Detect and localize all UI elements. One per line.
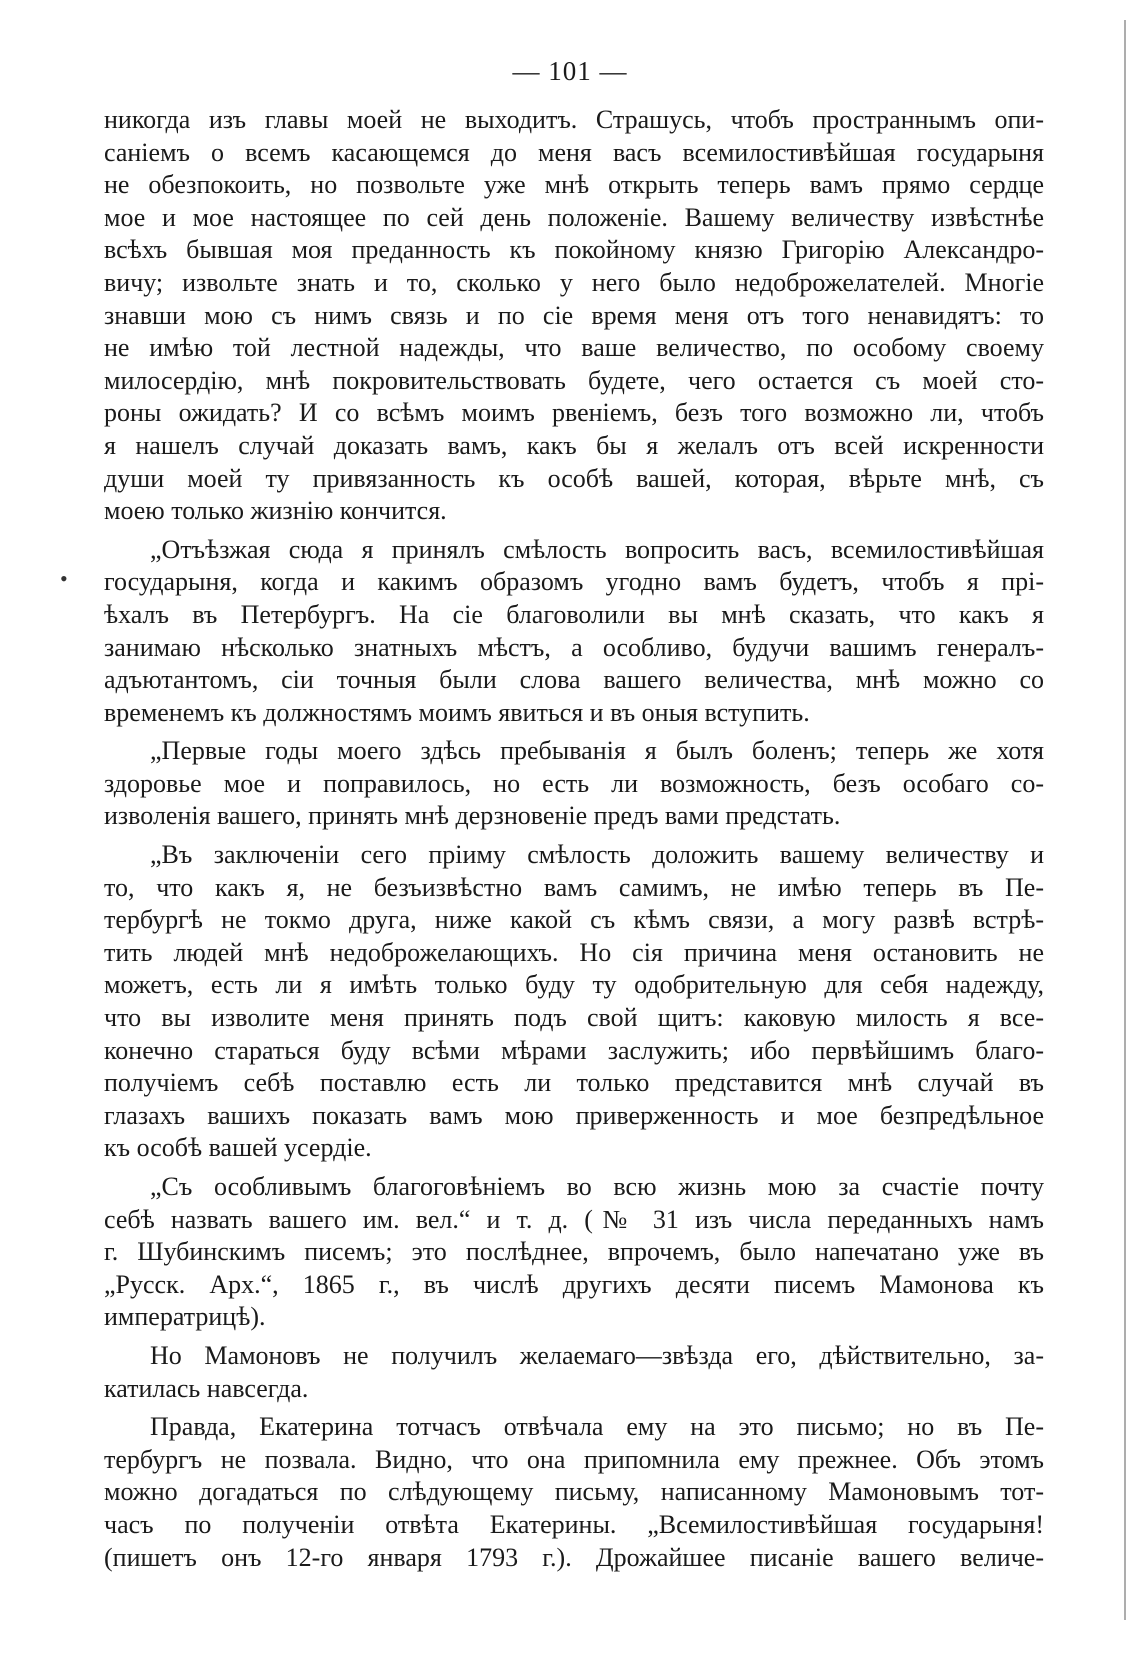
text-line: мое и мое настоящее по сей день положеніе. Вашему величеству извѣстнѣе	[104, 202, 1044, 232]
text-line: роны ожидать? И со всѣмъ моимъ рвеніемъ, безъ того возможно ли, чтобъ	[104, 398, 1044, 428]
body-text	[104, 104, 1044, 1574]
text-line: всѣхъ бывшая моя преданность къ покойному князю Григорію Александро-	[104, 235, 1044, 265]
text-line: не имѣю той лестной надежды, что ваше величество, по особому своему	[104, 333, 1044, 363]
text-line: (пишетъ онъ 12-го января 1793 г.). Дрожайшее писаніе вашего величе-	[104, 1542, 1044, 1572]
text-line: „Первые годы моего здѣсь пребыванія я былъ боленъ; теперь же хотя	[150, 736, 1044, 766]
paragraph	[104, 534, 1044, 730]
text-line: души моей ту привязанность къ особѣ вашей, которая, вѣрьте мнѣ, съ	[104, 463, 1044, 493]
paragraph	[104, 735, 1044, 833]
text-line: тить людей мнѣ недоброжелающихъ. Но сія причина меня остановить не	[104, 937, 1044, 967]
text-line: глазахъ вашихъ показать вамъ мою приверженность и мое безпредѣльное	[104, 1100, 1044, 1130]
text-line: я нашелъ случай доказать вамъ, какъ бы я желалъ отъ всей искренности	[104, 430, 1044, 460]
text-line: что вы изволите меня принять подъ свой щитъ: каковую милость я все-	[104, 1003, 1044, 1033]
text-line: себѣ назвать вашего им. вел.“ и т. д. (№ 31 изъ числа переданныхъ намъ	[104, 1204, 1044, 1234]
text-line: катилась навсегда.	[104, 1373, 309, 1403]
text-line: занимаю нѣсколько знатныхъ мѣстъ, а особливо, будучи вашимъ генералъ-	[104, 632, 1044, 662]
text-line: г. Шубинскимъ писемъ; это послѣднее, впрочемъ, было напечатано уже въ	[104, 1237, 1044, 1267]
text-line: вичу; извольте знать и то, сколько у него было недоброжелателей. Многіе	[104, 267, 1044, 297]
margin-dot-mark: •	[60, 566, 68, 591]
text-line: получіемъ себѣ поставлю есть ли только представится мнѣ случай въ	[104, 1068, 1044, 1098]
text-line: то, что какъ я, не безъизвѣстно вамъ самимъ, не имѣю теперь въ Пе-	[104, 872, 1044, 902]
text-line: саніемъ о всемъ касающемся до меня васъ всемилостивѣйшая государыня	[104, 137, 1044, 167]
text-line: императрицѣ).	[104, 1302, 266, 1332]
text-line: можетъ, есть ли я имѣть только буду ту одобрительную для себя надежду,	[104, 970, 1044, 1000]
text-line: Правда, Екатерина тотчасъ отвѣчала ему на это письмо; но въ Пе-	[150, 1412, 1044, 1442]
text-line: тербургѣ не токмо друга, ниже какой съ кѣмъ связи, а могу развѣ встрѣ-	[104, 905, 1044, 935]
text-line: „Отъѣзжая сюда я принялъ смѣлость вопросить васъ, всемилостивѣйшая	[150, 534, 1044, 564]
text-line: ѣхалъ въ Петербургъ. На сіе благоволили вы мнѣ сказать, что какъ я	[104, 599, 1044, 629]
text-line: не обезпокоить, но позвольте уже мнѣ открыть теперь вамъ прямо сердце	[104, 170, 1044, 200]
text-line: адъютантомъ, сіи точныя были слова вашего величества, мнѣ можно со	[104, 665, 1044, 695]
text-line: изволенія вашего, принять мнѣ дерзновеніе предъ вами предстать.	[104, 801, 841, 831]
text-line: „Русск. Арх.“, 1865 г., въ числѣ другихъ десяти писемъ Мамонова къ	[104, 1269, 1044, 1299]
text-line: временемъ къ должностямъ моимъ явиться и въ оныя вступить.	[104, 697, 810, 727]
text-line: часъ по полученіи отвѣта Екатерины. „Всемилостивѣйшая государыня!	[104, 1509, 1044, 1539]
text-line: здоровье мое и поправилось, но есть ли возможность, безъ особаго со-	[104, 768, 1044, 798]
paragraph	[104, 104, 1044, 528]
text-line: милосердію, мнѣ покровительствовать будете, чего остается съ моей сто-	[104, 365, 1044, 395]
scan-edge-line	[1124, 20, 1126, 1620]
paragraph	[104, 839, 1044, 1165]
text-line: Но Мамоновъ не получилъ желаемаго—звѣзда его, дѣйствительно, за-	[150, 1340, 1044, 1370]
paragraph	[104, 1340, 1044, 1405]
text-line: можно догадаться по слѣдующему письму, написанному Мамоновымъ тот-	[104, 1477, 1044, 1507]
text-line: моею только жизнію кончится.	[104, 496, 447, 526]
text-line: къ особѣ вашей усердіе.	[104, 1133, 372, 1163]
text-line: тербургъ не позвала. Видно, что она припомнила ему прежнее. Объ этомъ	[104, 1444, 1044, 1474]
text-line: „Въ заключеніи сего пріиму смѣлость доложить вашему величеству и	[150, 840, 1044, 870]
page-number: — 101 —	[512, 56, 628, 86]
paragraph	[104, 1171, 1044, 1334]
text-line: знавши мою съ нимъ связь и по сіе время меня отъ того ненавидятъ: то	[104, 300, 1044, 330]
text-line: „Съ особливымъ благоговѣніемъ во всю жизнь мою за счастіе почту	[150, 1172, 1044, 1201]
text-line: государыня, когда и какимъ образомъ угодно вамъ будетъ, чтобъ я прі-	[104, 567, 1044, 597]
text-line: никогда изъ главы моей не выходитъ. Страшусь, чтобъ пространнымъ опи-	[104, 105, 1044, 134]
paragraph	[104, 1411, 1044, 1574]
text-line: конечно стараться буду всѣми мѣрами заслужить; ибо первѣйшимъ благо-	[104, 1035, 1044, 1065]
